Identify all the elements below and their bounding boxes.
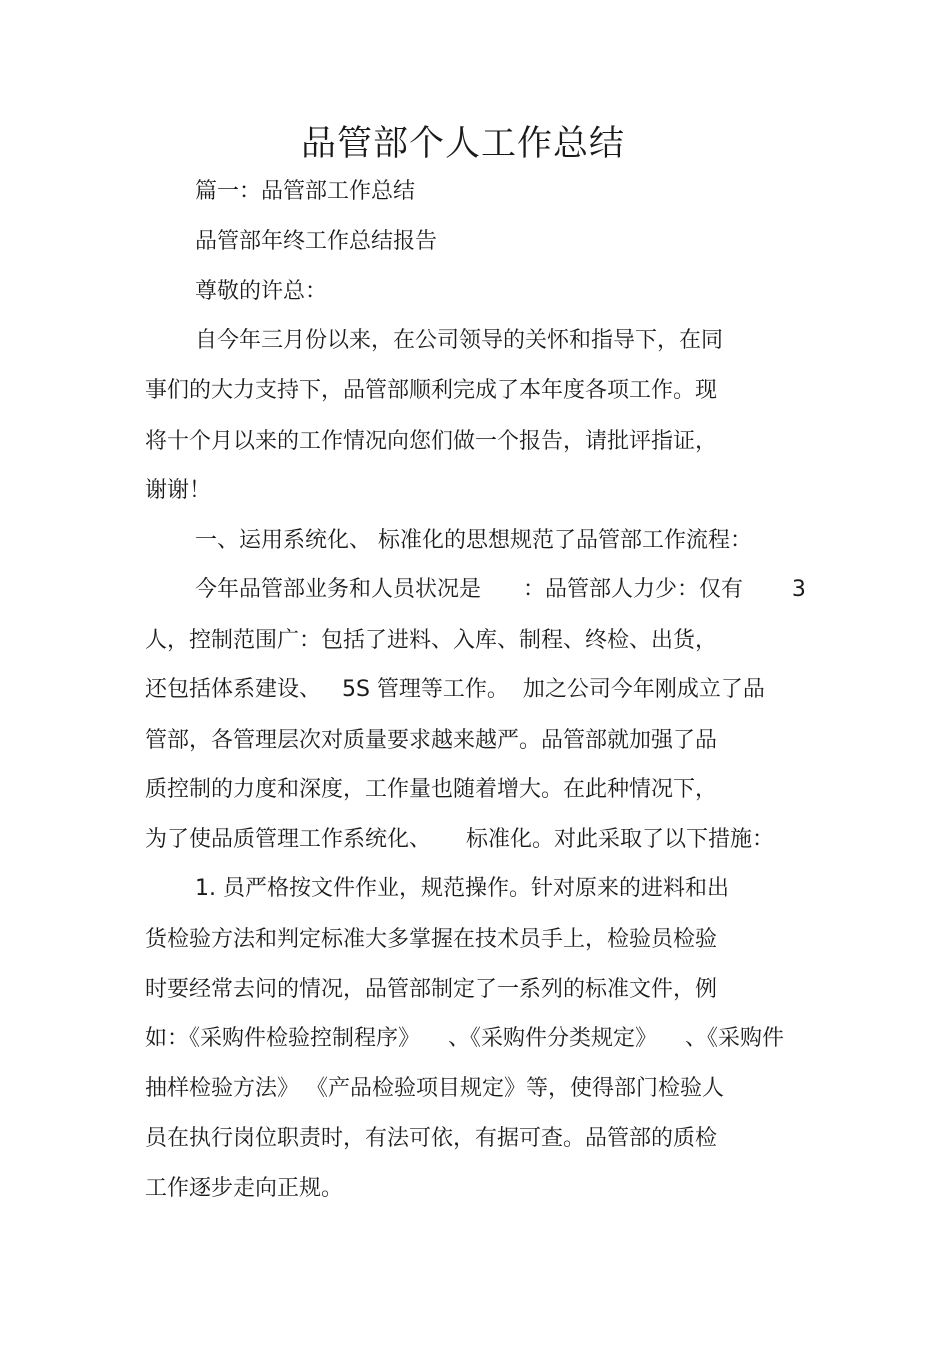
- page-title: 品管部个人工作总结: [300, 124, 625, 164]
- paragraph-line: 将十个月以来的工作情况向您们做一个报告，请批评指证，: [145, 429, 718, 454]
- paragraph-line: 员在执行岗位职责时，有法可依，有据可查。品管部的质检: [145, 1126, 718, 1151]
- paragraph-line: 为了使品质管理工作系统化、 标准化。对此采取了以下措施：: [145, 827, 774, 852]
- paragraph-line: 管部，各管理层次对质量要求越来越严。品管部就加强了品: [145, 728, 718, 753]
- section-heading: 篇一：品管部工作总结: [195, 179, 416, 204]
- paragraph-line: 自今年三月份以来，在公司领导的关怀和指导下，在同: [195, 328, 724, 353]
- paragraph-line: 抽样检验方法》 《产品检验项目规定》等，使得部门检验人: [145, 1076, 724, 1101]
- paragraph-line: 今年品管部业务和人员状况是 ：品管部人力少：仅有 3: [195, 577, 806, 602]
- salutation: 尊敬的许总：: [195, 279, 328, 304]
- report-title: 品管部年终工作总结报告: [195, 229, 438, 254]
- paragraph-line: 谢谢！: [145, 478, 212, 503]
- paragraph-line: 时要经常去问的情况，品管部制定了一系列的标准文件，例: [145, 977, 718, 1002]
- subsection-heading: 一、运用系统化、 标准化的思想规范了品管部工作流程：: [195, 528, 752, 553]
- paragraph-line: 还包括体系建设、 5S 管理等工作。 加之公司今年刚成立了品: [145, 677, 765, 702]
- paragraph-line: 如：《采购件检验控制程序》 、《采购件分类规定》 、《采购件: [145, 1026, 784, 1051]
- paragraph-line: 工作逐步走向正规。: [145, 1176, 344, 1201]
- list-item-line: 1. 员严格按文件作业，规范操作。针对原来的进料和出: [195, 876, 729, 901]
- paragraph-line: 人，控制范围广：包括了进料、入库、制程、终检、出货，: [145, 628, 718, 653]
- paragraph-line: 事们的大力支持下，品管部顺利完成了本年度各项工作。现: [145, 378, 718, 403]
- paragraph-line: 质控制的力度和深度，工作量也随着增大。在此种情况下，: [145, 777, 718, 802]
- paragraph-line: 货检验方法和判定标准大多掌握在技术员手上，检验员检验: [145, 927, 718, 952]
